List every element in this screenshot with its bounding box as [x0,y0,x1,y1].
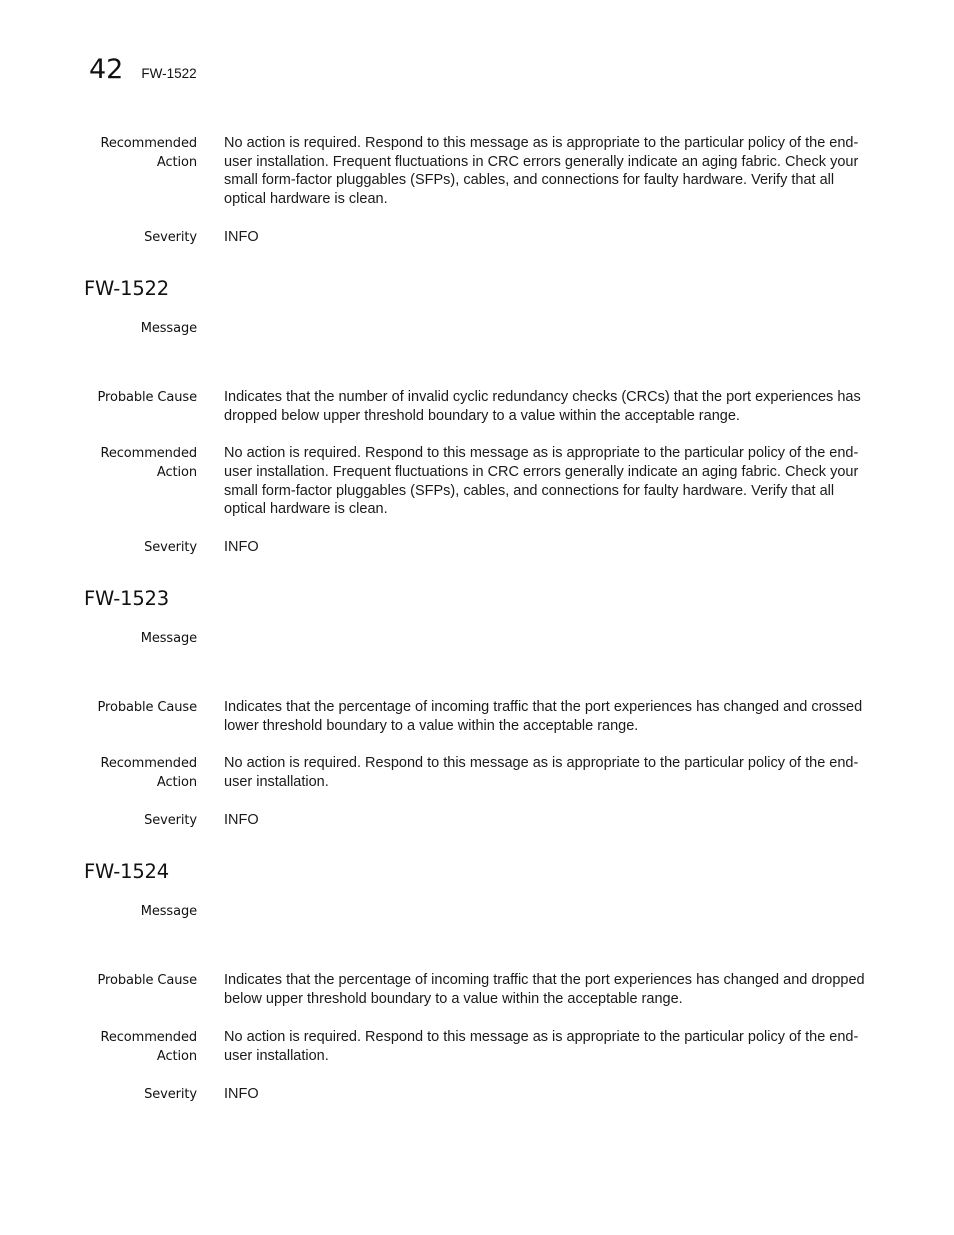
severity-row [0,1085,954,1104]
recommended-action-text: No action is required. Respond to this message as is appropriate to the particular policy of the end-user installation. Frequent fluctuations in CRC errors generally indicate an aging fabric. Check your small form-factor pluggables (SFPs), cables, and connections for faulty hardware. Verify that all optical hardware is clean. [224,135,859,208]
message-row [0,629,954,648]
recommended-action-row [0,134,954,209]
page-header [89,54,197,86]
recommended-action-row [0,1028,954,1066]
message-label: Message [140,631,197,647]
severity-row [0,811,954,830]
page-content [0,134,954,1104]
recommended-action-label: Recommended Action [100,446,197,481]
severity-value: INFO [224,539,259,556]
chapter-number: 42 [89,54,124,85]
severity-label: Severity [144,540,197,556]
section-heading-fw-1524: FW-1524 [84,860,169,884]
running-title: FW-1522 [141,66,197,81]
probable-cause-label: Probable Cause [97,700,197,716]
probable-cause-label: Probable Cause [97,973,197,989]
section-heading-fw-1522: FW-1522 [84,276,169,300]
probable-cause-row [0,698,954,735]
severity-value: INFO [224,1085,259,1102]
message-row [0,902,954,921]
recommended-action-label: Recommended Action [100,136,197,170]
severity-value: INFO [224,812,259,829]
message-label: Message [140,904,197,920]
message-row [0,319,954,338]
recommended-action-row [0,444,954,519]
severity-label: Severity [144,229,197,245]
probable-cause-row [0,971,954,1008]
probable-cause-text: Indicates that the percentage of incoming traffic that the port experiences has changed and crossed lower threshold boundary to a value within the acceptable range. [224,699,863,734]
probable-cause-row [0,388,954,425]
recommended-action-label: Recommended Action [100,756,197,791]
probable-cause-text: Indicates that the percentage of incoming traffic that the port experiences has changed and dropped below upper threshold boundary to a value within the acceptable range. [224,972,865,1008]
message-label: Message [140,320,197,336]
severity-label: Severity [144,813,197,829]
severity-label: Severity [144,1086,197,1102]
probable-cause-label: Probable Cause [97,389,197,405]
recommended-action-text: No action is required. Respond to this message as is appropriate to the particular policy of the end-user installation. Frequent fluctuations in CRC errors generally indicate an aging fabric. Check your small form-factor pluggables (SFPs), cables, and connections for faulty hardware. Verify that all optical hardware is clean. [224,445,859,518]
section-heading-fw-1523: FW-1523 [84,587,169,611]
recommended-action-text: No action is required. Respond to this message as is appropriate to the particular policy of the end-user installation. [224,1028,859,1064]
probable-cause-text: Indicates that the number of invalid cyclic redundancy checks (CRCs) that the port experiences has dropped below upper threshold boundary to a value within the acceptable range. [224,388,861,424]
severity-value: INFO [224,228,259,245]
recommended-action-text: No action is required. Respond to this message as is appropriate to the particular policy of the end-user installation. [224,755,859,791]
severity-row [0,228,954,247]
recommended-action-row [0,754,954,792]
severity-row [0,538,954,557]
recommended-action-label: Recommended Action [100,1029,197,1064]
